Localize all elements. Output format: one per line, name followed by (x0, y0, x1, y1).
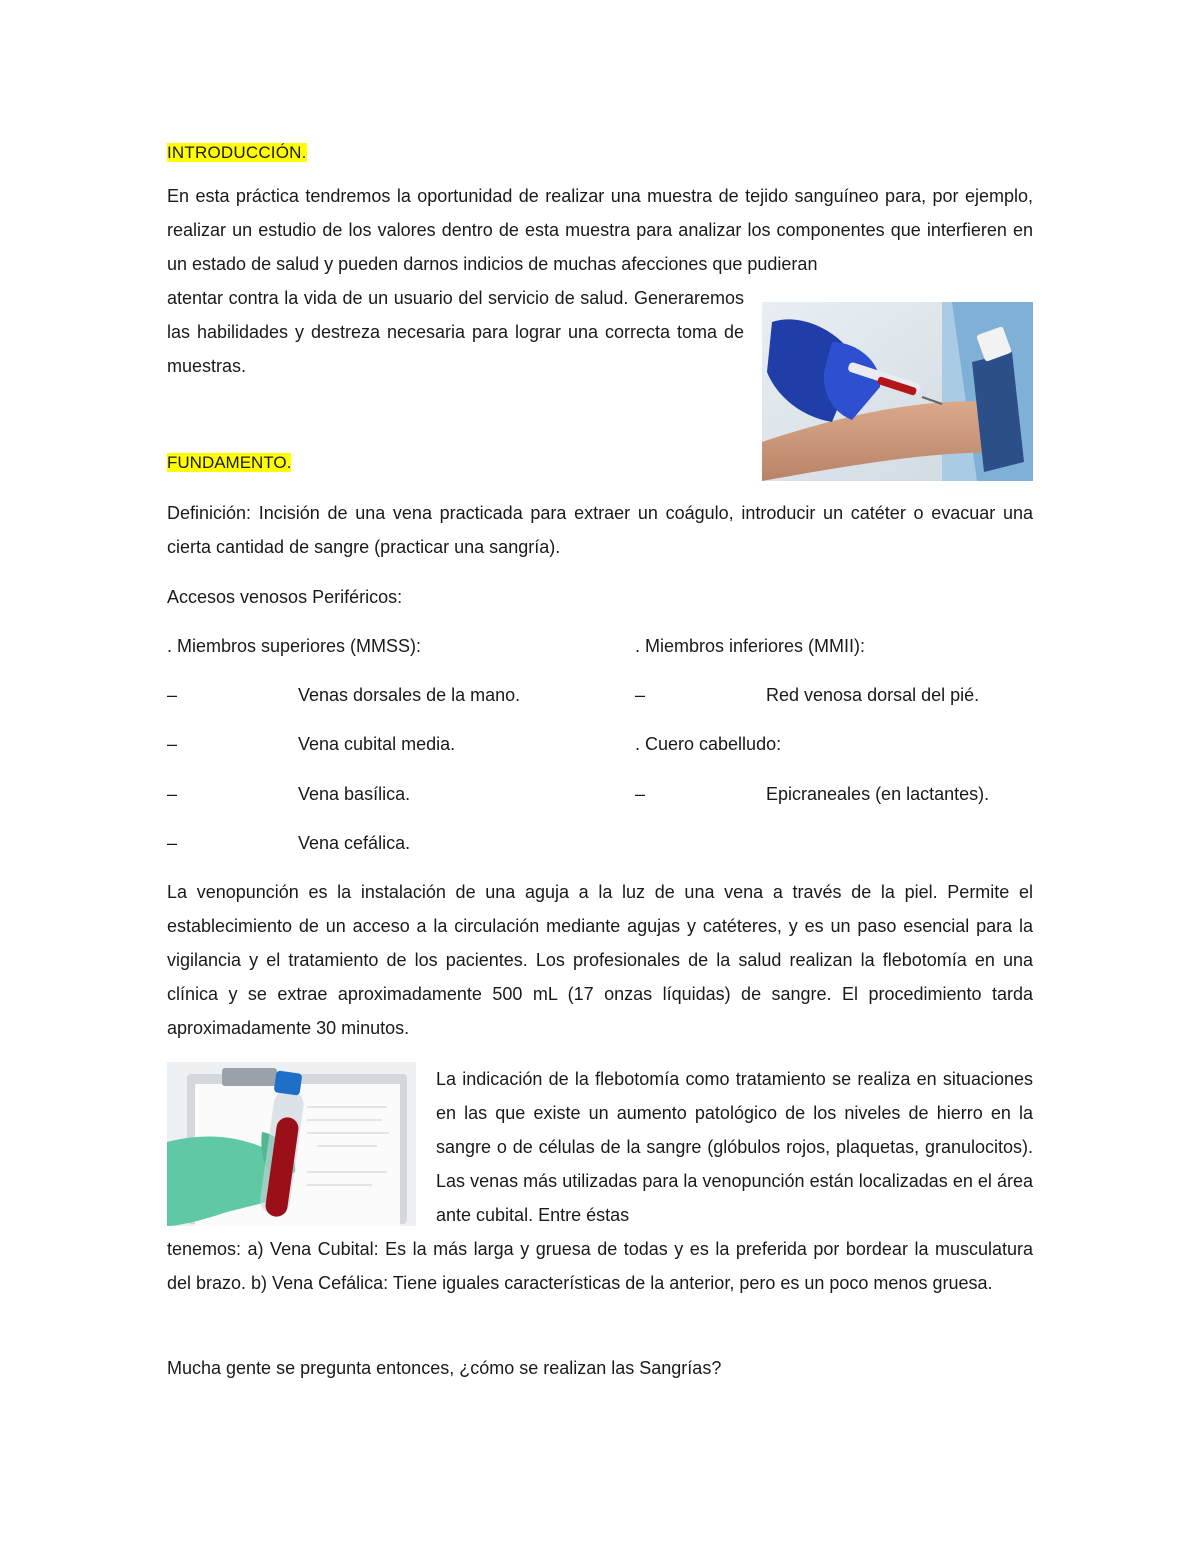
fundamento-heading (167, 453, 291, 473)
blood-tube-illustration (167, 1062, 416, 1226)
mmii-title: . Miembros inferiores (MMII): (635, 636, 866, 656)
intro-heading (167, 143, 307, 163)
venipuncture-illustration (762, 302, 1033, 481)
indicacion-paragraph-full: tenemos: a) Vena Cubital: Es la más larga y gruesa de todas y es la preferida por bordear la musculatura del brazo. b) Vena Cefálica: Tiene iguales características de la anterior, pero es un poco menos gruesa. (167, 1239, 1033, 1293)
mmss-dash-2: – (167, 734, 178, 754)
mmii-dash-1: – (635, 685, 646, 705)
mmss-item-4: Vena cefálica. (298, 833, 411, 853)
mmss-item-1: Venas dorsales de la mano. (298, 685, 521, 705)
cuero-cabelludo-title: . Cuero cabelludo: (635, 734, 782, 754)
mmss-item-2: Vena cubital media. (298, 734, 456, 754)
definition-paragraph: Definición: Incisión de una vena practicada para extraer un coágulo, introducir un catéter o evacuar una cierta cantidad de sangre (practicar una sangría). (167, 503, 1033, 557)
blood-tube-photo (167, 1062, 416, 1226)
accesos-title: Accesos venosos Periféricos: (167, 587, 403, 607)
intro-paragraph-top: En esta práctica tendremos la oportunidad de realizar una muestra de tejido sanguíneo para, por ejemplo, realizar un estudio de los valores dentro de esta muestra para analizar los componentes que interfieren en un estado de salud y pueden darnos indicios de muchas afecciones que pudieran (167, 186, 1033, 274)
mmss-dash-4: – (167, 833, 178, 853)
mmss-dash-3: – (167, 784, 178, 804)
cuero-item-1: Epicraneales (en lactantes). (766, 784, 990, 804)
venipuncture-photo (762, 302, 1033, 481)
intro-heading-text: INTRODUCCIÓN. (167, 143, 307, 162)
indicacion-paragraph-side: La indicación de la flebotomía como tratamiento se realiza en situaciones en las que existe un aumento patológico de los niveles de hierro en la sangre o de células de la sangre (glóbulos rojos, plaquetas, granulocitos). Las venas más utilizadas para la venopunción están localizadas en el área ante cubital. Entre éstas (436, 1069, 1033, 1225)
intro-paragraph-side: atentar contra la vida de un usuario del servicio de salud. Generaremos las habilidades y destreza necesaria para lograr una correcta toma de muestras. (167, 288, 744, 376)
mmss-title: . Miembros superiores (MMSS): (167, 636, 422, 656)
venopuncion-paragraph: La venopunción es la instalación de una aguja a la luz de una vena a través de la piel. Permite el establecimiento de un acceso a la circulación mediante agujas y catéteres, y es un paso esencial para la vigilancia y el tratamiento de los pacientes. Los profesionales de la salud realizan la flebotomía en una clínica y se extrae aproximadamente 500 mL (17 onzas líquidas) de sangre. El procedimiento tarda aproximadamente 30 minutos. (167, 882, 1033, 1038)
mmii-item-1: Red venosa dorsal del pié. (766, 685, 980, 705)
mmss-item-3: Vena basílica. (298, 784, 411, 804)
fundamento-heading-text: FUNDAMENTO. (167, 453, 292, 472)
closing-question: Mucha gente se pregunta entonces, ¿cómo se realizan las Sangrías? (167, 1358, 722, 1378)
cuero-dash-1: – (635, 784, 646, 804)
mmss-dash-1: – (167, 685, 178, 705)
